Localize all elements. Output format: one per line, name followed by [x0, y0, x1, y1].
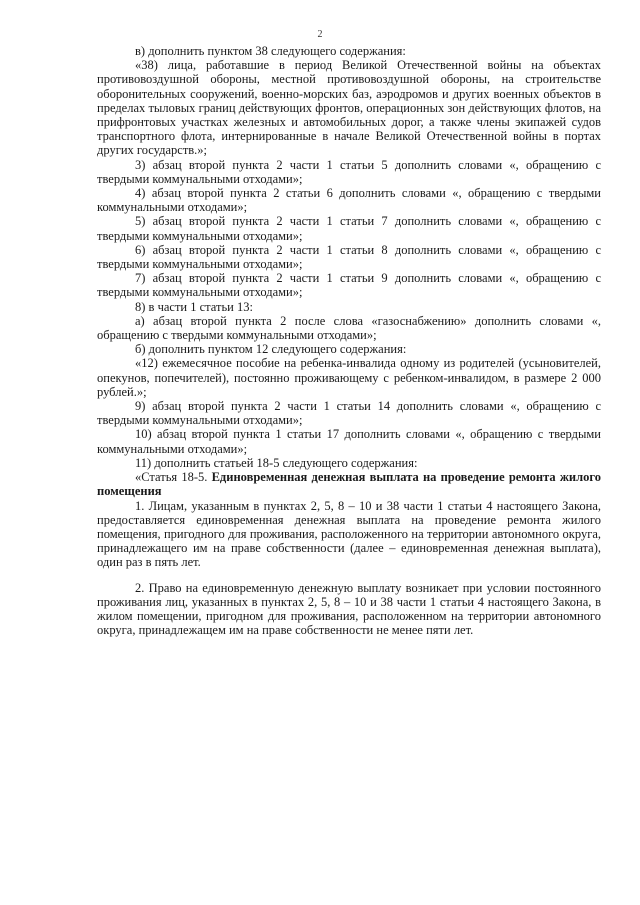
article-part-2: 2. Право на единовременную денежную выплату возникает при условии постоянного проживания лиц, указанных в пунктах 2, 5, 8 – 10 и 38 части 1 статьи 4 настоящего Закона, в жилом помещении, пригодном для проживания, расположенном на территории автономного округа, принадлежащем им на праве собственности не менее пяти лет. [97, 580, 601, 638]
paragraph-amendment-4: 4) абзац второй пункта 2 статьи 6 дополнить словами «, обращению с твердыми коммунальными отходами»; [97, 186, 601, 215]
paragraph-item-12: «12) ежемесячное пособие на ребенка-инвалида одному из родителей (усыновителей, опекунов, попечителей), постоянно проживающему с ребенком-инвалидом, в размере 2 000 рублей.»; [97, 356, 601, 399]
paragraph-amendment-7: 7) абзац второй пункта 2 части 1 статьи 9 дополнить словами «, обращению с твердыми коммунальными отходами»; [97, 271, 601, 300]
article-heading-prefix: «Статья 18-5. [135, 470, 212, 485]
paragraph-amendment-5: 5) абзац второй пункта 2 части 1 статьи 7 дополнить словами «, обращению с твердыми коммунальными отходами»; [97, 214, 601, 243]
paragraph-amendment-9: 9) абзац второй пункта 2 части 1 статьи 14 дополнить словами «, обращению с твердыми коммунальными отходами»; [97, 399, 601, 428]
page-number: 2 [317, 29, 323, 40]
article-part-1: 1. Лицам, указанным в пунктах 2, 5, 8 – 10 и 38 части 1 статьи 4 настоящего Закона, предоставляется единовременная денежная выплата на проведение ремонта жилого помещения, пригодного для проживания, расположенного на территории автономного округа, принадлежащего им на праве собственности (далее – единовременная денежная выплата), один раз в пять лет. [97, 498, 601, 570]
paragraph-item-v: в) дополнить пунктом 38 следующего содержания: [135, 44, 406, 58]
paragraph-amendment-6: 6) абзац второй пункта 2 части 1 статьи 8 дополнить словами «, обращению с твердыми коммунальными отходами»; [97, 242, 601, 272]
paragraph-amendment-11: 11) дополнить статьей 18-5 следующего содержания: [135, 455, 418, 470]
document-body [97, 44, 601, 637]
paragraph-amendment-10: 10) абзац второй пункта 1 статьи 17 дополнить словами «, обращению с твердыми коммунальными отходами»; [97, 427, 601, 456]
paragraph-sub-b: б) дополнить пунктом 12 следующего содержания: [135, 342, 407, 357]
paragraph-item-38: «38) лица, работавшие в период Великой Отечественной войны на объектах противовоздушной обороны, местной противовоздушной обороны, на строительстве оборонительных сооружений, военно-морских баз, аэродромов и других военных объектов в пределах тыловых границ действующих фронтов, операционных зон действующих флотов, на прифронтовых участках железных и автомобильных дорог, а также члены экипажей судов транспортного флота, интернированные в начале Великой Отечественной войны в портах других государств.»; [97, 58, 601, 158]
paragraph-sub-a: а) абзац второй пункта 2 после слова «газоснабжению» дополнить словами «, обращению с твердыми коммунальными отходами»; [97, 313, 601, 343]
article-heading [97, 470, 601, 498]
paragraph-amendment-3: 3) абзац второй пункта 2 части 1 статьи 5 дополнить словами «, обращению с твердыми коммунальными отходами»; [97, 157, 601, 186]
paragraph-amendment-8: 8) в части 1 статьи 13: [135, 299, 253, 314]
article-heading-title: Единовременная денежная выплата на проведение ремонта жилого помещения [97, 470, 601, 499]
